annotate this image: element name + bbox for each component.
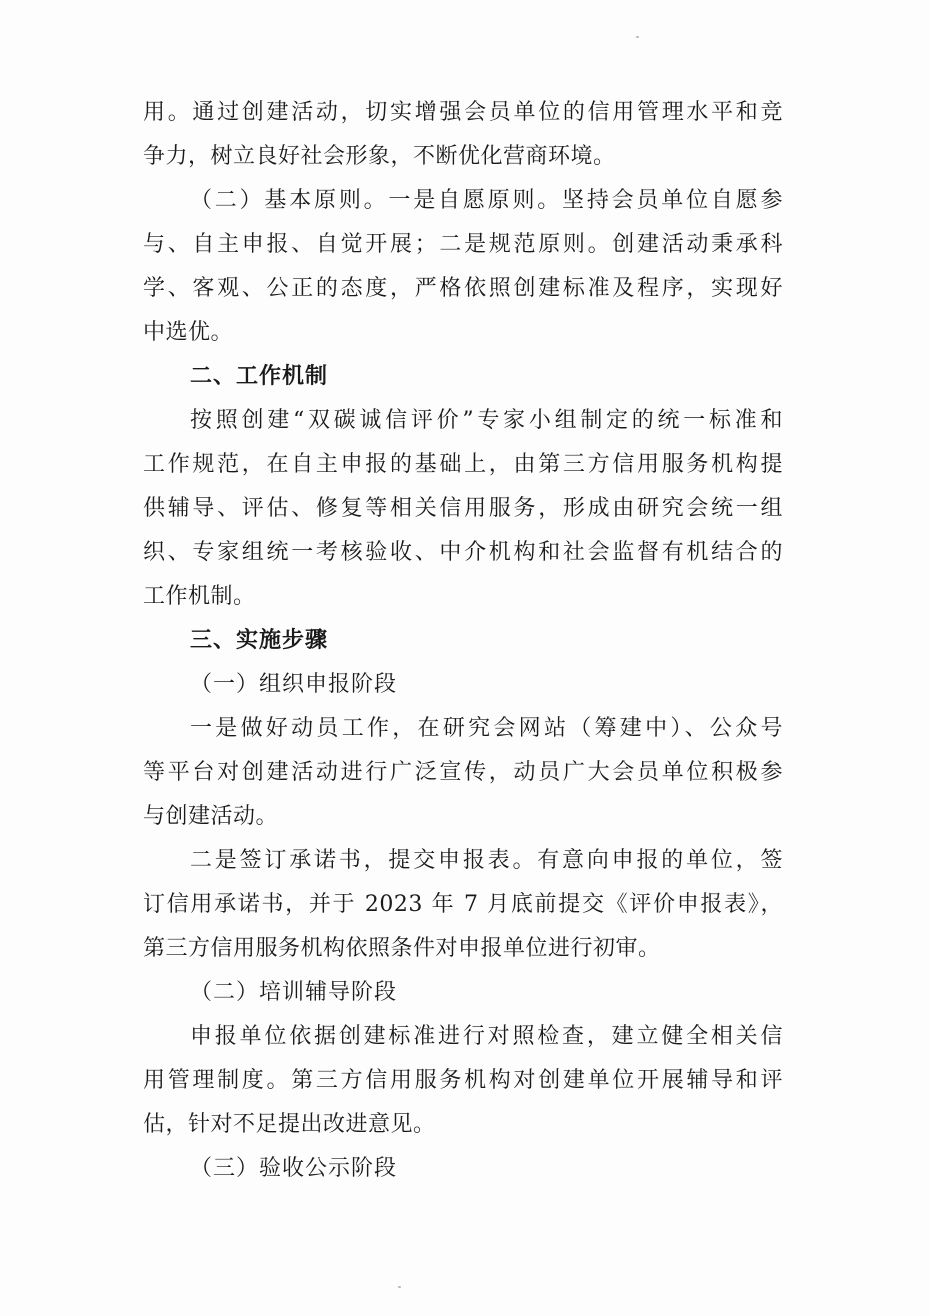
body-text-line: 工作规范，在自主申报的基础上，由第三方信用服务机构提 (143, 452, 783, 477)
body-text-line: 用。通过创建活动，切实增强会员单位的信用管理水平和竞 (143, 100, 783, 125)
body-text-line: 织、专家组统一考核验收、中介机构和社会监督有机结合的 (143, 540, 783, 565)
scan-speck (398, 1286, 401, 1288)
subsection-heading-acceptance-stage: （三）验收公示阶段 (190, 1156, 398, 1181)
body-text-line: 申报单位依据创建标准进行对照检查，建立健全相关信 (190, 1024, 783, 1049)
scan-speck (636, 36, 639, 38)
section-heading-implementation-steps: 三、实施步骤 (190, 628, 329, 653)
body-text-line: 二是签订承诺书，提交申报表。有意向申报的单位，签 (190, 848, 783, 873)
section-principles-line: （二）基本原则。一是自愿原则。坚持会员单位自愿参 (190, 188, 783, 213)
body-text-line: 等平台对创建活动进行广泛宣传，动员广大会员单位积极参 (143, 760, 783, 785)
body-text-line: 按照创建“双碳诚信评价”专家小组制定的统一标准和 (190, 408, 783, 433)
body-text-line: 第三方信用服务机构依照条件对申报单位进行初审。 (143, 936, 661, 961)
body-text-line: 与、自主申报、自觉开展；二是规范原则。创建活动秉承科 (143, 232, 783, 257)
section-heading-work-mechanism: 二、工作机制 (190, 364, 329, 389)
body-text-line: 用管理制度。第三方信用服务机构对创建单位开展辅导和评 (143, 1068, 783, 1093)
subsection-heading-training-stage: （二）培训辅导阶段 (190, 980, 398, 1005)
body-text-line: 中选优。 (143, 320, 234, 345)
body-text-line: 工作机制。 (143, 584, 256, 609)
body-text-line: 一是做好动员工作，在研究会网站（筹建中）、公众号 (190, 716, 783, 741)
body-text-line: 与创建活动。 (143, 804, 279, 829)
body-text-line: 供辅导、评估、修复等相关信用服务，形成由研究会统一组 (143, 496, 783, 521)
body-text-line: 订信用承诺书，并于 2023 年 7 月底前提交《评价申报表》， (143, 892, 783, 917)
body-text-line: 估，针对不足提出改进意见。 (143, 1112, 436, 1137)
body-text-line: 争力，树立良好社会形象，不断优化营商环境。 (143, 144, 616, 169)
body-text-line: 学、客观、公正的态度，严格依照创建标准及程序，实现好 (143, 276, 783, 301)
subsection-heading-application-stage: （一）组织申报阶段 (190, 672, 398, 697)
